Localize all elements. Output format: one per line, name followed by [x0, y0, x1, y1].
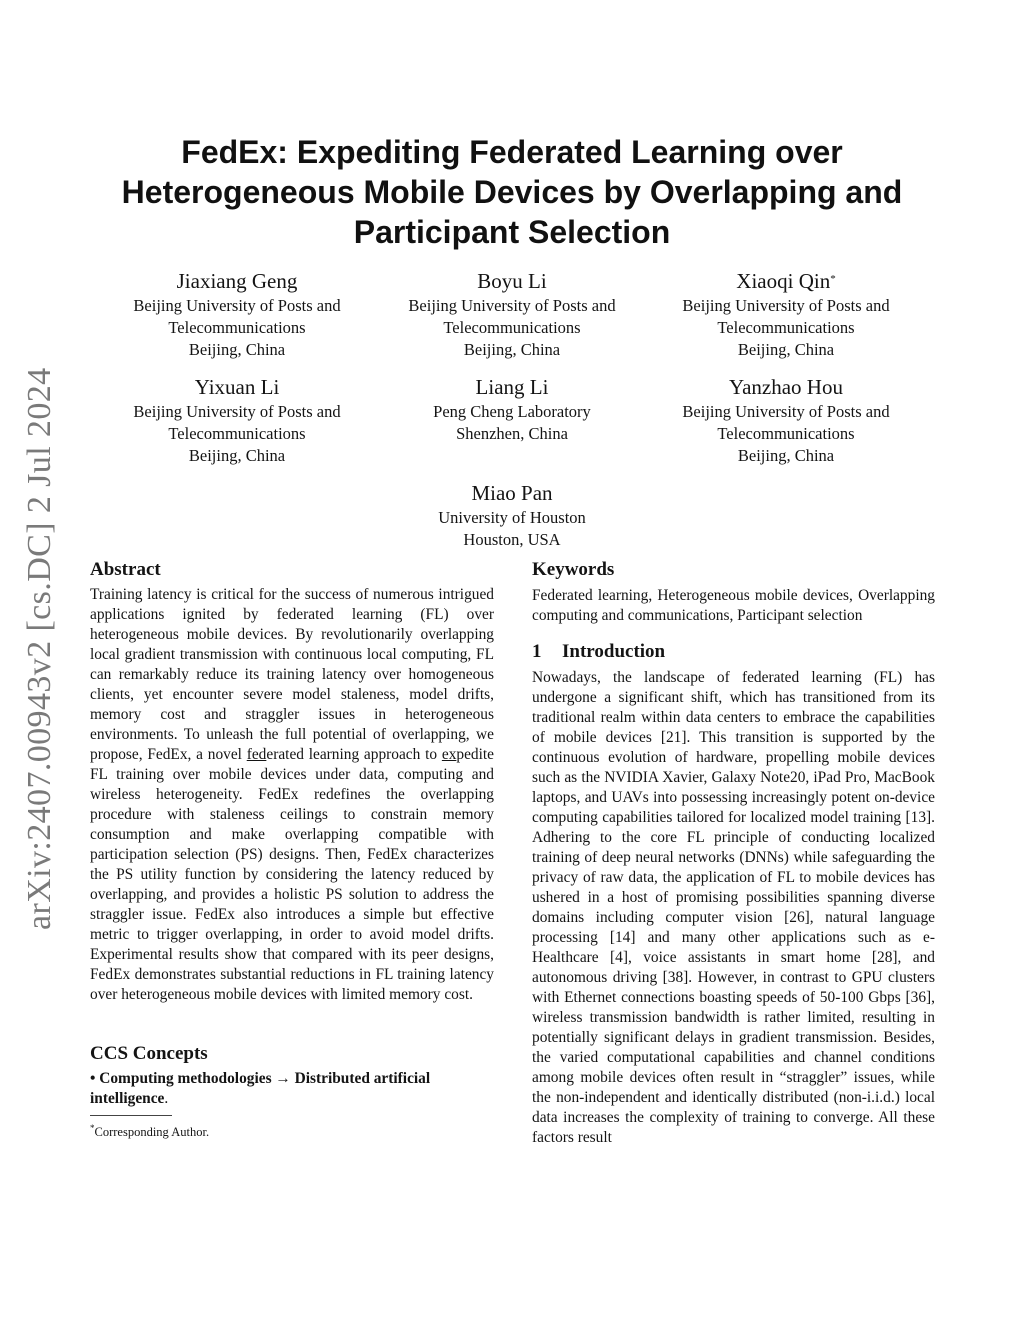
- author-affiliation: Beijing University of Posts and: [133, 296, 341, 315]
- abstract-text-part: pedite FL training over mobile devices under data, computing and wireless heterogeneity. FedEx redefines the overlapping procedure with staleness ceilings to constrain memory consumption and make overlapping compatible with participation selection (PS) designs. Then, FedEx characterizes the PS utility function by considering the latency reduced by overlapping, and provides a holistic PS solution to address the straggler issue. FedEx also introduces a simple but effective metric to trigger overlapping, in order to avoid model drifts. Experimental results show that compared with its peer designs, FedEx demonstrates substantial reductions in FL training latency over heterogeneous mobile devices with limited memory cost.: [90, 746, 494, 1003]
- author-location: Houston, USA: [463, 530, 561, 549]
- author-affiliation: Beijing University of Posts and: [682, 402, 890, 421]
- author-block: [362, 268, 662, 361]
- author-affiliation: Beijing University of Posts and: [133, 402, 341, 421]
- title-line-3: Participant Selection: [353, 214, 671, 250]
- author-location: Beijing, China: [737, 340, 835, 359]
- ccs-concept-entry: [90, 1069, 494, 1109]
- author-location: Shenzhen, China: [456, 424, 568, 443]
- introduction-heading: [532, 640, 665, 664]
- author-affiliation: Telecommunications: [443, 318, 581, 337]
- author-affiliation: Beijing University of Posts and: [682, 296, 890, 315]
- author-location: Beijing, China: [737, 446, 835, 465]
- footnote-marker: *: [90, 1123, 95, 1133]
- ccs-period: .: [164, 1090, 169, 1107]
- author-affiliation: Telecommunications: [717, 424, 855, 443]
- abstract-underlined-fragment: fed: [246, 746, 267, 763]
- author-location: Beijing, China: [188, 340, 286, 359]
- author-name: [636, 268, 936, 294]
- abstract-heading: Abstract: [90, 559, 161, 580]
- author-affiliation: Peng Cheng Laboratory: [433, 402, 591, 421]
- author-block: [362, 480, 662, 551]
- abstract-text-part: Training latency is critical for the success of numerous intrigued applications ignited by federated learning (FL) over heterogeneous mobile devices. By revolutionarily overlapping local gradient transmission with continuous local computing, FL can remarkably reduce its training latency over homogeneous clients, yet encounter severe model staleness, model drifts, memory cost and straggler issues in heterogeneous environments. To unleash the full potential of overlapping, we propose, FedEx, a novel: [90, 586, 494, 763]
- footnote: [90, 1120, 490, 1140]
- ccs-concepts-heading: CCS Concepts: [90, 1043, 208, 1064]
- abstract-underlined-fragment: ex: [441, 746, 457, 763]
- abstract-text: [90, 585, 494, 1005]
- author-name: Yanzhao Hou: [729, 375, 843, 399]
- author-block: [636, 374, 936, 467]
- title-line-1: FedEx: Expediting Federated Learning over: [181, 134, 843, 170]
- keywords-text: Federated learning, Heterogeneous mobile devices, Overlapping computing and communications, Participant selection: [532, 587, 935, 624]
- corresponding-author-marker: *: [830, 273, 836, 285]
- author-affiliation: Beijing University of Posts and: [408, 296, 616, 315]
- author-name: Liang Li: [475, 375, 549, 399]
- author-affiliation: Telecommunications: [168, 424, 306, 443]
- author-name: Miao Pan: [471, 481, 553, 505]
- arxiv-identifier-stamp: arXiv:2407.00943v2 [cs.DC] 2 Jul 2024: [21, 367, 58, 930]
- author-location: Beijing, China: [188, 446, 286, 465]
- author-block: [87, 268, 387, 361]
- section-number: 1: [532, 641, 542, 662]
- footnote-divider: [90, 1115, 172, 1116]
- keywords-heading: Keywords: [532, 559, 615, 580]
- section-title: Introduction: [562, 641, 666, 662]
- author-name-text: Xiaoqi Qin: [736, 269, 831, 293]
- author-affiliation: Telecommunications: [168, 318, 306, 337]
- ccs-bullet: •: [90, 1070, 96, 1087]
- author-block: [87, 374, 387, 467]
- paper-title: [60, 132, 964, 252]
- title-line-2: Heterogeneous Mobile Devices by Overlapping and: [121, 174, 903, 210]
- author-name: Yixuan Li: [194, 375, 280, 399]
- ccs-concept-text: Computing methodologies → Distributed artificial intelligence: [90, 1070, 431, 1107]
- author-affiliation: University of Houston: [438, 508, 586, 527]
- author-name: Jiaxiang Geng: [176, 269, 298, 293]
- author-name: Boyu Li: [477, 269, 547, 293]
- footnote-text: Corresponding Author.: [94, 1125, 210, 1140]
- introduction-text: Nowadays, the landscape of federated learning (FL) has undergone a significant shift, which has transitioned from its traditional realm within data centers to embrace the capabilities of mobile devices [21]. This transition is supported by the continuous evolution of hardware, propelling mobile devices such as the NVIDIA Xavier, Galaxy Note20, iPad Pro, MacBook laptops, and UAVs into possessing increasingly potent on-device computing capabilities tailored for localized model training [13]. Adhering to the core FL principle of conducting localized training of deep neural networks (DNNs) while safeguarding the privacy of raw data, the application of FL to mobile devices has ushered in a host of promising possibilities spanning diverse domains including computer vision [26], natural language processing [14] and many other applications such as e-Healthcare [4], voice assistants in smart home [28], and autonomous driving [38]. However, in contrast to GPU clusters with Ethernet connections boasting speeds of 50-100 Gbps [36], wireless transmission bandwidth is rather limited, resulting in potentially significant delays in gradient transmission. Besides, the varied computational capabilities and channel conditions among mobile devices often result in “straggler” issues, while the non-independent and identically distributed (non-i.i.d.) local data increases the complexity of training to converge. All these factors result: [532, 669, 935, 1146]
- author-block: [362, 374, 662, 445]
- author-location: Beijing, China: [463, 340, 561, 359]
- author-affiliation: Telecommunications: [717, 318, 855, 337]
- abstract-text-part: erated learning approach to: [266, 746, 442, 763]
- author-block: [636, 268, 936, 361]
